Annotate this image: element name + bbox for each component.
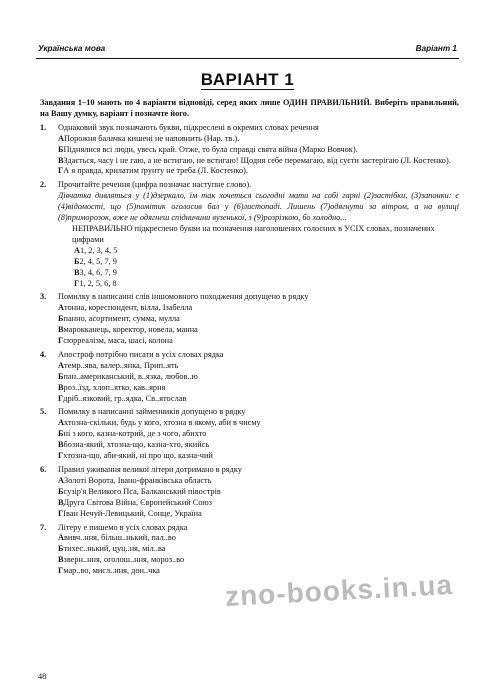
watermark: zno-books.in.ua [224, 569, 454, 612]
option-b: БПіднялися всі люди, увесь край. Отже, то була справді свята війна (Марко Вовчок). [58, 144, 358, 154]
option-d: Гхтозна-що, аби-який, ні про що, казна-чий [58, 451, 213, 461]
question-2 [40, 180, 459, 289]
page-title: ВАРІАНТ 1 [200, 70, 295, 89]
question-7 [40, 523, 459, 578]
page-number: 48 [38, 672, 47, 681]
option-d: Гмар..во, мисл..ння, дон..чка [58, 566, 160, 576]
question-text: Помилку в написанні займенників допущено в рядку [58, 407, 246, 417]
question-6 [40, 465, 459, 520]
option-d: Гсюрреалізм, маса, шасі, колона [58, 336, 173, 346]
option-a: Авивч..ння, більш..нький, пал..во [58, 533, 176, 543]
option-b: Бпанно, асортимент, сумма, мулла [58, 314, 180, 324]
question-passage: Дівчатка дивляться у (1)дзеркало, їм так хочеться сьогодні мати на собі гарні (2)застібки, (3)запонки: є (4)відомості, що (5)помітик оголосив бал у (6)листопаді. Лишень (7)одягнути за вітром, а на вулиці (8)приморозок, вже не одягнеш спідничини вузенької, з (9)розрізкою, бо холодно... [58, 191, 459, 223]
option-b: Б2, 4, 5, 7, 9 [74, 256, 117, 266]
question-text: Прочитайте речення (цифра позначає наступне слово). [58, 180, 252, 190]
option-c: ВЗдається, часу і не гаю, а не встигаю, не встигаю! Щодня себе перемагаю, від суєти застерігаю (Л. Костенко). [58, 155, 451, 165]
option-d: ГІван Нечуй-Левицький, Сонце, Україна [58, 508, 202, 518]
question-text: Однаковий звук позначають букви, підкреслені в окремих словах речення [58, 122, 319, 132]
question-number: 6. [40, 465, 47, 474]
question-number: 1. [40, 122, 47, 132]
question-number: 4. [40, 349, 47, 359]
header-rule [36, 58, 459, 59]
question-3 [40, 292, 459, 347]
question-text: Апостроф потрібно писати в усіх словах рядка [58, 349, 224, 359]
option-b: Бні з кого, казна-котрий, де з чого, абихто [58, 429, 207, 439]
option-b: Бпан..американський, в..язка, любов..ю [58, 371, 198, 381]
question-5 [40, 407, 459, 462]
option-a: Атемр..ява, валер..янка, Прип..ять [58, 360, 179, 370]
option-d: Гдріб..язковий, гр..ядка, Св..ятослав [58, 393, 187, 403]
content [40, 98, 459, 577]
option-c: ВДруга Світова Війна, Європейський Союз [58, 497, 212, 507]
question-number: 3. [40, 292, 47, 302]
option-d: Г1, 2, 5, 6, 8 [74, 278, 117, 288]
option-a: Ахтозна-скільки, будь у кого, хтозна в якому, аби в чиєму [58, 418, 261, 428]
question-number: 2. [40, 180, 47, 190]
option-a: Атонна, кореспондент, вілла, Ізабелла [58, 303, 193, 313]
question-1 [40, 123, 459, 178]
question-text: Правил уживання великої літери дотримано в рядку [58, 465, 242, 474]
option-c: Взверн..ння, оголош..ння, мороз..во [58, 555, 185, 565]
option-c: Вмарокканець, коректор, новела, манна [58, 325, 198, 335]
instructions: Завдання 1–10 мають по 4 варіанти відповіді, серед яких лише ОДИН ПРАВИЛЬНИЙ. Виберіть правильний, на Вашу думку, варіант і позначте його. [40, 98, 459, 118]
option-d: ГА я правда, крилатим ґрунту не треба (Л. Костенко). [58, 166, 248, 176]
option-a: А1, 2, 3, 4, 5 [74, 245, 118, 255]
option-b: Бтихес..нький, цуц..ня, міл..ва [58, 544, 166, 554]
option-c: В3, 4, 6, 7, 9 [74, 267, 117, 277]
question-number: 7. [40, 522, 47, 532]
question-4 [40, 350, 459, 405]
option-b: Бсузір'я Великого Пса, Балканський півострів [58, 486, 221, 496]
option-a: АЗолоті Ворота, Івано-франківська область [58, 475, 212, 485]
question-task: НЕПРАВИЛЬНО підкреслено букви на позначення наголошених голосних в УСІХ словах, позначених цифрами [72, 223, 435, 244]
subject-label: Українська мова [38, 44, 106, 53]
option-c: Вроз..їзд, хлоп..ятко, кав..ярня [58, 382, 166, 392]
question-number: 5. [40, 407, 47, 417]
option-a: АПорожня балачка кишені не наповнить (Нар. тв.). [58, 133, 240, 143]
question-text: Літеру е пишемо в усіх словах рядка [58, 522, 188, 532]
question-text: Помилку в написанні слів іншомовного походження допущено в рядку [58, 292, 309, 302]
option-c: Вбозна-який, хтозна-що, казна-хто, якийсь [58, 440, 210, 450]
variant-label: Варіант 1 [415, 44, 457, 53]
page-header [38, 44, 457, 57]
